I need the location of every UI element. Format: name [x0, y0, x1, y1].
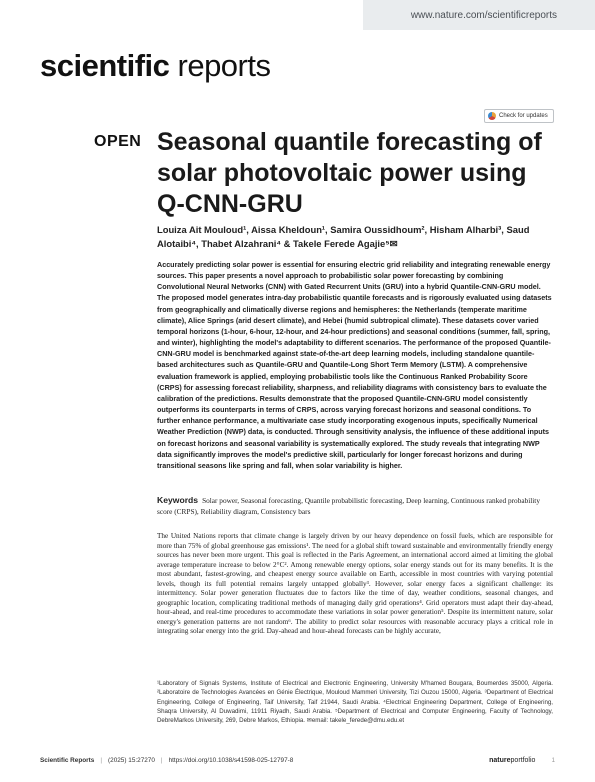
article-title: Seasonal quantile forecasting of solar photovoltaic power using Q-CNN-GRU: [157, 128, 542, 218]
footer-doi-link[interactable]: https://doi.org/10.1038/s41598-025-12797-8: [168, 757, 294, 764]
abstract: Accurately predicting solar power is essential for ensuring electric grid reliability and integrating renewable energy sources. This paper presents a novel approach to probabilistic solar power forecasting by combining Convolutional Neural Networks (CNN) with Gated Recurrent Units (GRU) into a hybrid Quantile-CNN-GRU model. The proposed model generates intra-day probabilistic quantile forecasts and is rigorously evaluated using datasets from geographically and climatically diverse regions and hemispheres: the Netherlands (temperate maritime climate), Alice Springs (arid desert climate), and Hebei (humid subtropical climate). These datasets cover varied temporal horizons (1-hour, 6-hour, 12-hour, and 24-hour predictions) and seasonal conditions (summer, fall, spring, and winter), highlighting the model's adaptability to different scenarios. The performance of the proposed Quantile-CNN-GRU model is benchmarked against state-of-the-art deep learning models, including standalone quantile-based architectures such as Quantile-GRU and Quantile-Long Short Term Memory (LSTM). A comprehensive evaluation framework is applied, employing probabilistic tools like the Continuous Ranked Probability Score (CRPS) for assessing forecast reliability, sharpness, and reliability diagrams with consistency bars to evaluate the calibration of the predictions. Results demonstrate that the proposed Quantile-CNN-GRU model consistently outperforms its counterparts in terms of CRPS, across varying forecast horizons and seasonal conditions. To further enhance performance, a multivariate case study incorporating exogenous inputs, specifically Numerical Weather Prediction (NWP) data, is conducted. Through sensitivity analysis, the influence of these additional inputs on forecast horizons and seasonal variability is systematically explored. The study reveals that integrating NWP data significantly improves the model's predictive skill, particularly for longer forecast horizons and during transitional seasons like spring and fall, when solar variability is higher.: [157, 260, 552, 470]
journal-url-bar: [363, 0, 595, 30]
page-number: 1: [551, 757, 555, 764]
crossmark-icon: [488, 112, 496, 120]
check-for-updates-label: Check for updates: [499, 113, 548, 119]
publisher-portfolio: portfolio: [510, 757, 536, 764]
introduction-paragraph: The United Nations reports that climate change is largely driven by our heavy dependence on fossil fuels, which are responsible for more than 75% of global greenhouse gas emissions¹. The need for a global shift toward sustainable and environmentally friendly energy sources has never been more urgent. This goal is reflected in the Paris Agreement, an international accord aimed at limiting the global average temperature increase to below 2°C². Among renewable energy options, solar energy stands out for its many benefits. It is the most abundant, fastest-growing, and cheapest energy source available on Earth, accessible in most countries with varying potential levels, though its full potential remains largely untapped globally³. However, solar energy faces a significant challenge: its intermittency. Solar power generation fluctuates due to factors like the time of day, weather conditions, seasonal changes, and geographic location, complicating traditional methods of managing daily grid operations⁴. Grid operators must adapt their day-ahead, hour-ahead, and real-time procedures to accommodate these variations in solar power generation⁵. Despite its intermittent nature, solar energy's generation patterns are not random⁶. The ability to predict solar resources with reasonable accuracy plays a critical role in integrating solar energy into the grid. Day-ahead and hour-ahead forecasts can be highly accurate,: [157, 532, 553, 636]
author-list: Louiza Ait Mouloud¹, Aissa Kheldoun¹, Samira Oussidhoum², Hisham Alharbi³, Saud Alotaibi⁴, Thabet Alzahrani⁴ & Takele Ferede Agajie⁵✉: [157, 224, 530, 249]
publisher-logo: [489, 757, 535, 764]
affiliations: ¹Laboratory of Signals Systems, Institute of Electrical and Electronic Engineering, University M'hamed Bougara, Boumerdes 35000, Algeria. ²Laboratoire de Technologies Avancées en Génie Électrique, Mouloud Mammeri University, Tizi Ouzou 15000, Algeria. ³Department of Electrical Engineering, College of Engineering, Taif University, Taif 21944, Saudi Arabia. ⁴Electrical Engineering Department, College of Engineering, Shaqra University, Al Duwadimi, 11911 Riyadh, Saudi Arabia. ⁵Department of Electrical and Computer Engineering, Faculty of Technology, DebreMarkos University, 269, Debre Markos, Ethiopia. ✉email: takele_ferede@dmu.edu.et: [157, 680, 553, 725]
journal-logo: [40, 48, 271, 84]
footer-citation: (2025) 15:27270: [108, 757, 155, 764]
open-access-label: OPEN: [94, 133, 142, 150]
keywords-heading: Keywords: [157, 495, 199, 505]
page-footer: Scientific Reports | (2025) 15:27270 | https://doi.org/10.1038/s41598-025-12797-8 natureportfolio 1: [40, 757, 555, 764]
journal-url[interactable]: www.nature.com/scientificreports: [410, 9, 557, 21]
check-for-updates-button[interactable]: [484, 109, 554, 123]
keywords-text: Solar power, Seasonal forecasting, Quantile probabilistic forecasting, Deep learning, Continuous ranked probability score (CRPS), Reliability diagram, Consistency bars: [157, 496, 540, 516]
publisher-nature: nature: [489, 757, 511, 764]
keywords: [157, 495, 553, 517]
footer-journal: Scientific Reports: [40, 757, 95, 764]
logo-part-scientific: scientific: [40, 48, 170, 83]
logo-part-reports: reports: [169, 48, 271, 83]
